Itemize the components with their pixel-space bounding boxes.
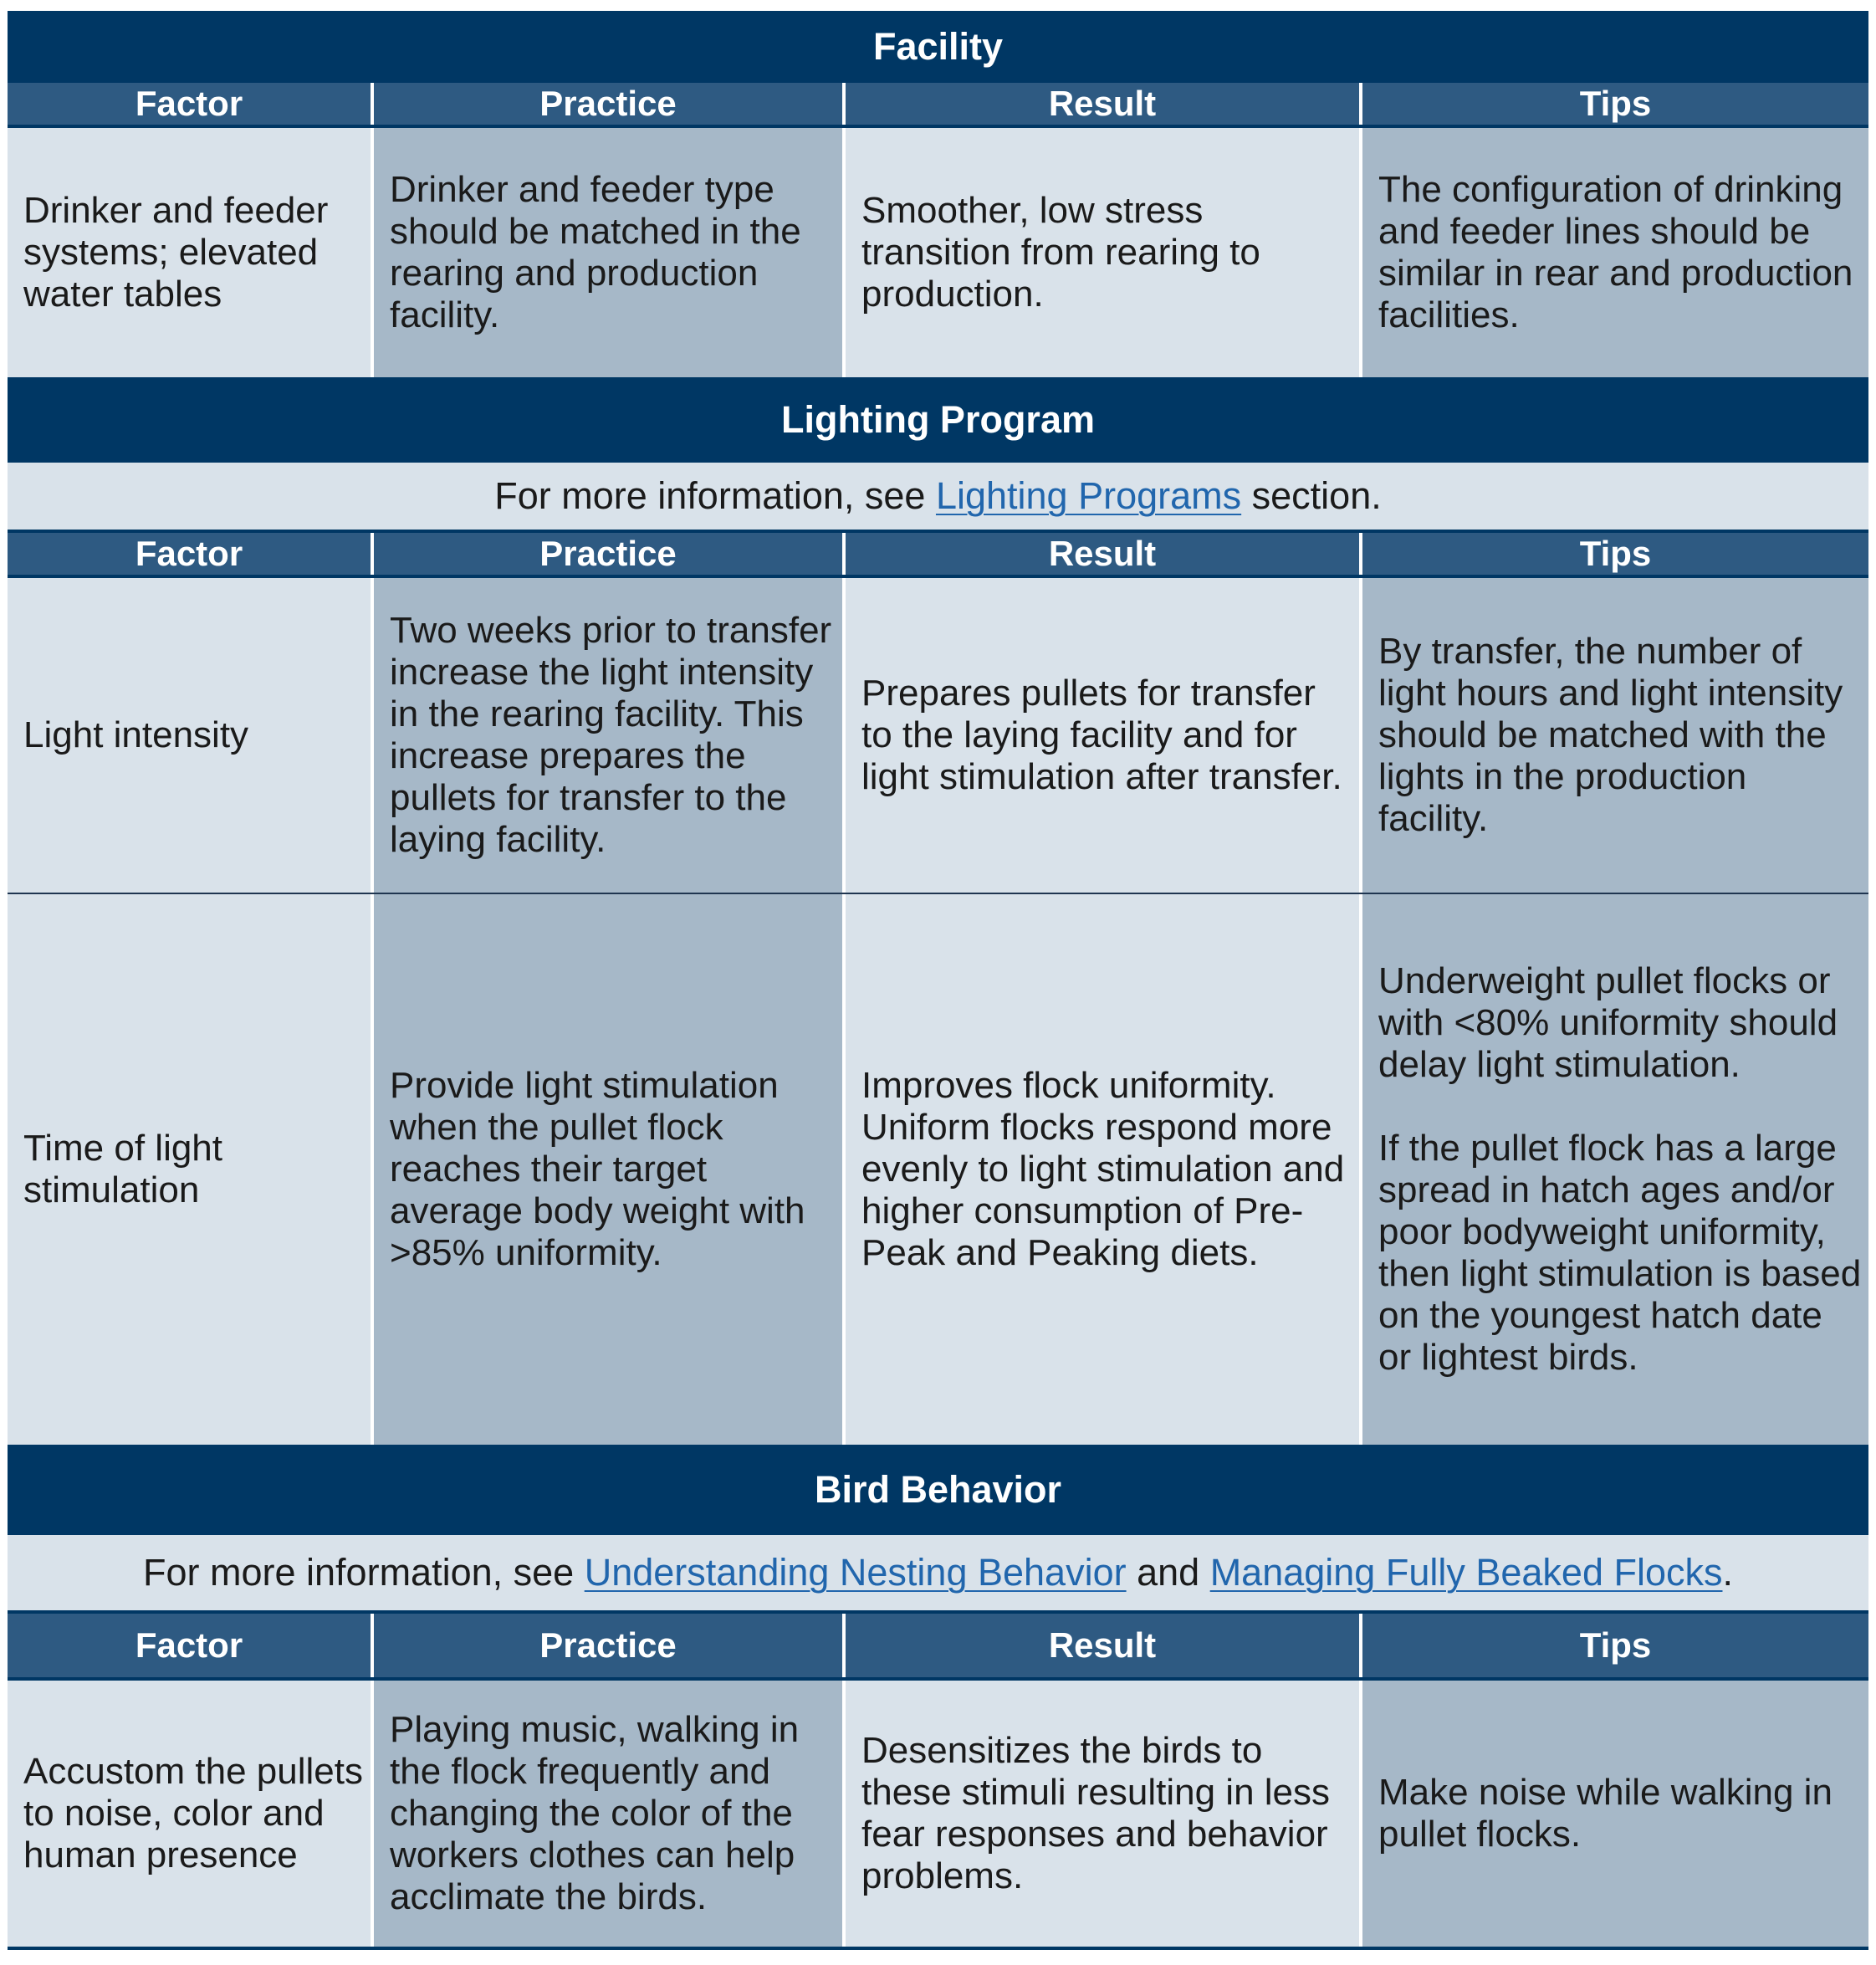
cell-tips: Underweight pullet flocks or with <80% uniformity should delay light stimulation. If the pullet flock has a large spread in hatch ages and/or poor bodyweight uniformity, then light stimulation is based on the youngest hatch date or lightest birds.	[1359, 894, 1868, 1445]
cell-practice: Two weeks prior to transfer increase the light intensity in the rearing facility. This increase prepares the pullets for transfer to the laying facility.	[371, 578, 842, 893]
cell-practice: Provide light stimulation when the pullet flock reaches their target average body weight with >85% uniformity.	[371, 894, 842, 1445]
table-header-row	[8, 530, 1868, 578]
header-practice: Practice	[371, 83, 842, 125]
management-table	[8, 11, 1868, 1950]
cell-factor: Light intensity	[8, 578, 371, 893]
cell-result: Smoother, low stress transition from rearing to production.	[842, 128, 1359, 377]
cell-tips: By transfer, the number of light hours and light intensity should be matched with the lights in the production facility.	[1359, 578, 1868, 893]
section-title-lighting: Lighting Program	[8, 377, 1868, 463]
info-note-lighting: For more information, see Lighting Programs section.	[8, 463, 1868, 530]
table-row	[8, 893, 1868, 1445]
link-understanding-nesting-behavior[interactable]: Understanding Nesting Behavior	[584, 1551, 1127, 1594]
header-tips: Tips	[1359, 83, 1868, 125]
table-header-row	[8, 1610, 1868, 1681]
cell-practice: Drinker and feeder type should be matched in the rearing and production facility.	[371, 128, 842, 377]
section-title-facility: Facility	[8, 11, 1868, 83]
info-note-behavior: For more information, see Understanding Nesting Behavior and Managing Fully Beaked Flocks .	[8, 1535, 1868, 1610]
header-result: Result	[842, 533, 1359, 575]
cell-result: Desensitizes the birds to these stimuli resulting in less fear responses and behavior problems.	[842, 1681, 1359, 1947]
header-practice: Practice	[371, 533, 842, 575]
header-factor: Factor	[135, 1625, 243, 1665]
header-factor: Factor	[135, 534, 243, 573]
cell-practice: Playing music, walking in the flock frequently and changing the color of the workers clothes can help acclimate the birds.	[371, 1681, 842, 1947]
header-result: Result	[842, 83, 1359, 125]
header-factor: Factor	[135, 84, 243, 123]
cell-result: Improves flock uniformity. Uniform flocks respond more evenly to light stimulation and higher consumption of Pre-Peak and Peaking diets.	[842, 894, 1359, 1445]
cell-tips: The configuration of drinking and feeder lines should be similar in rear and production facilities.	[1359, 128, 1868, 377]
header-result: Result	[842, 1614, 1359, 1677]
table-header-row	[8, 83, 1868, 128]
section-title-behavior: Bird Behavior	[8, 1445, 1868, 1535]
cell-result: Prepares pullets for transfer to the laying facility and for light stimulation after transfer.	[842, 578, 1359, 893]
header-practice: Practice	[371, 1614, 842, 1677]
cell-factor: Time of light stimulation	[8, 894, 371, 1445]
link-lighting-programs[interactable]: Lighting Programs	[935, 474, 1242, 517]
cell-factor: Drinker and feeder systems; elevated water tables	[8, 128, 371, 377]
table-row	[8, 128, 1868, 377]
link-managing-fully-beaked-flocks[interactable]: Managing Fully Beaked Flocks	[1209, 1551, 1723, 1594]
header-tips: Tips	[1359, 533, 1868, 575]
table-row	[8, 1681, 1868, 1950]
table-row	[8, 578, 1868, 893]
cell-tips: Make noise while walking in pullet flocks.	[1359, 1681, 1868, 1947]
cell-factor: Accustom the pullets to noise, color and human presence	[8, 1681, 371, 1947]
header-tips: Tips	[1359, 1614, 1868, 1677]
